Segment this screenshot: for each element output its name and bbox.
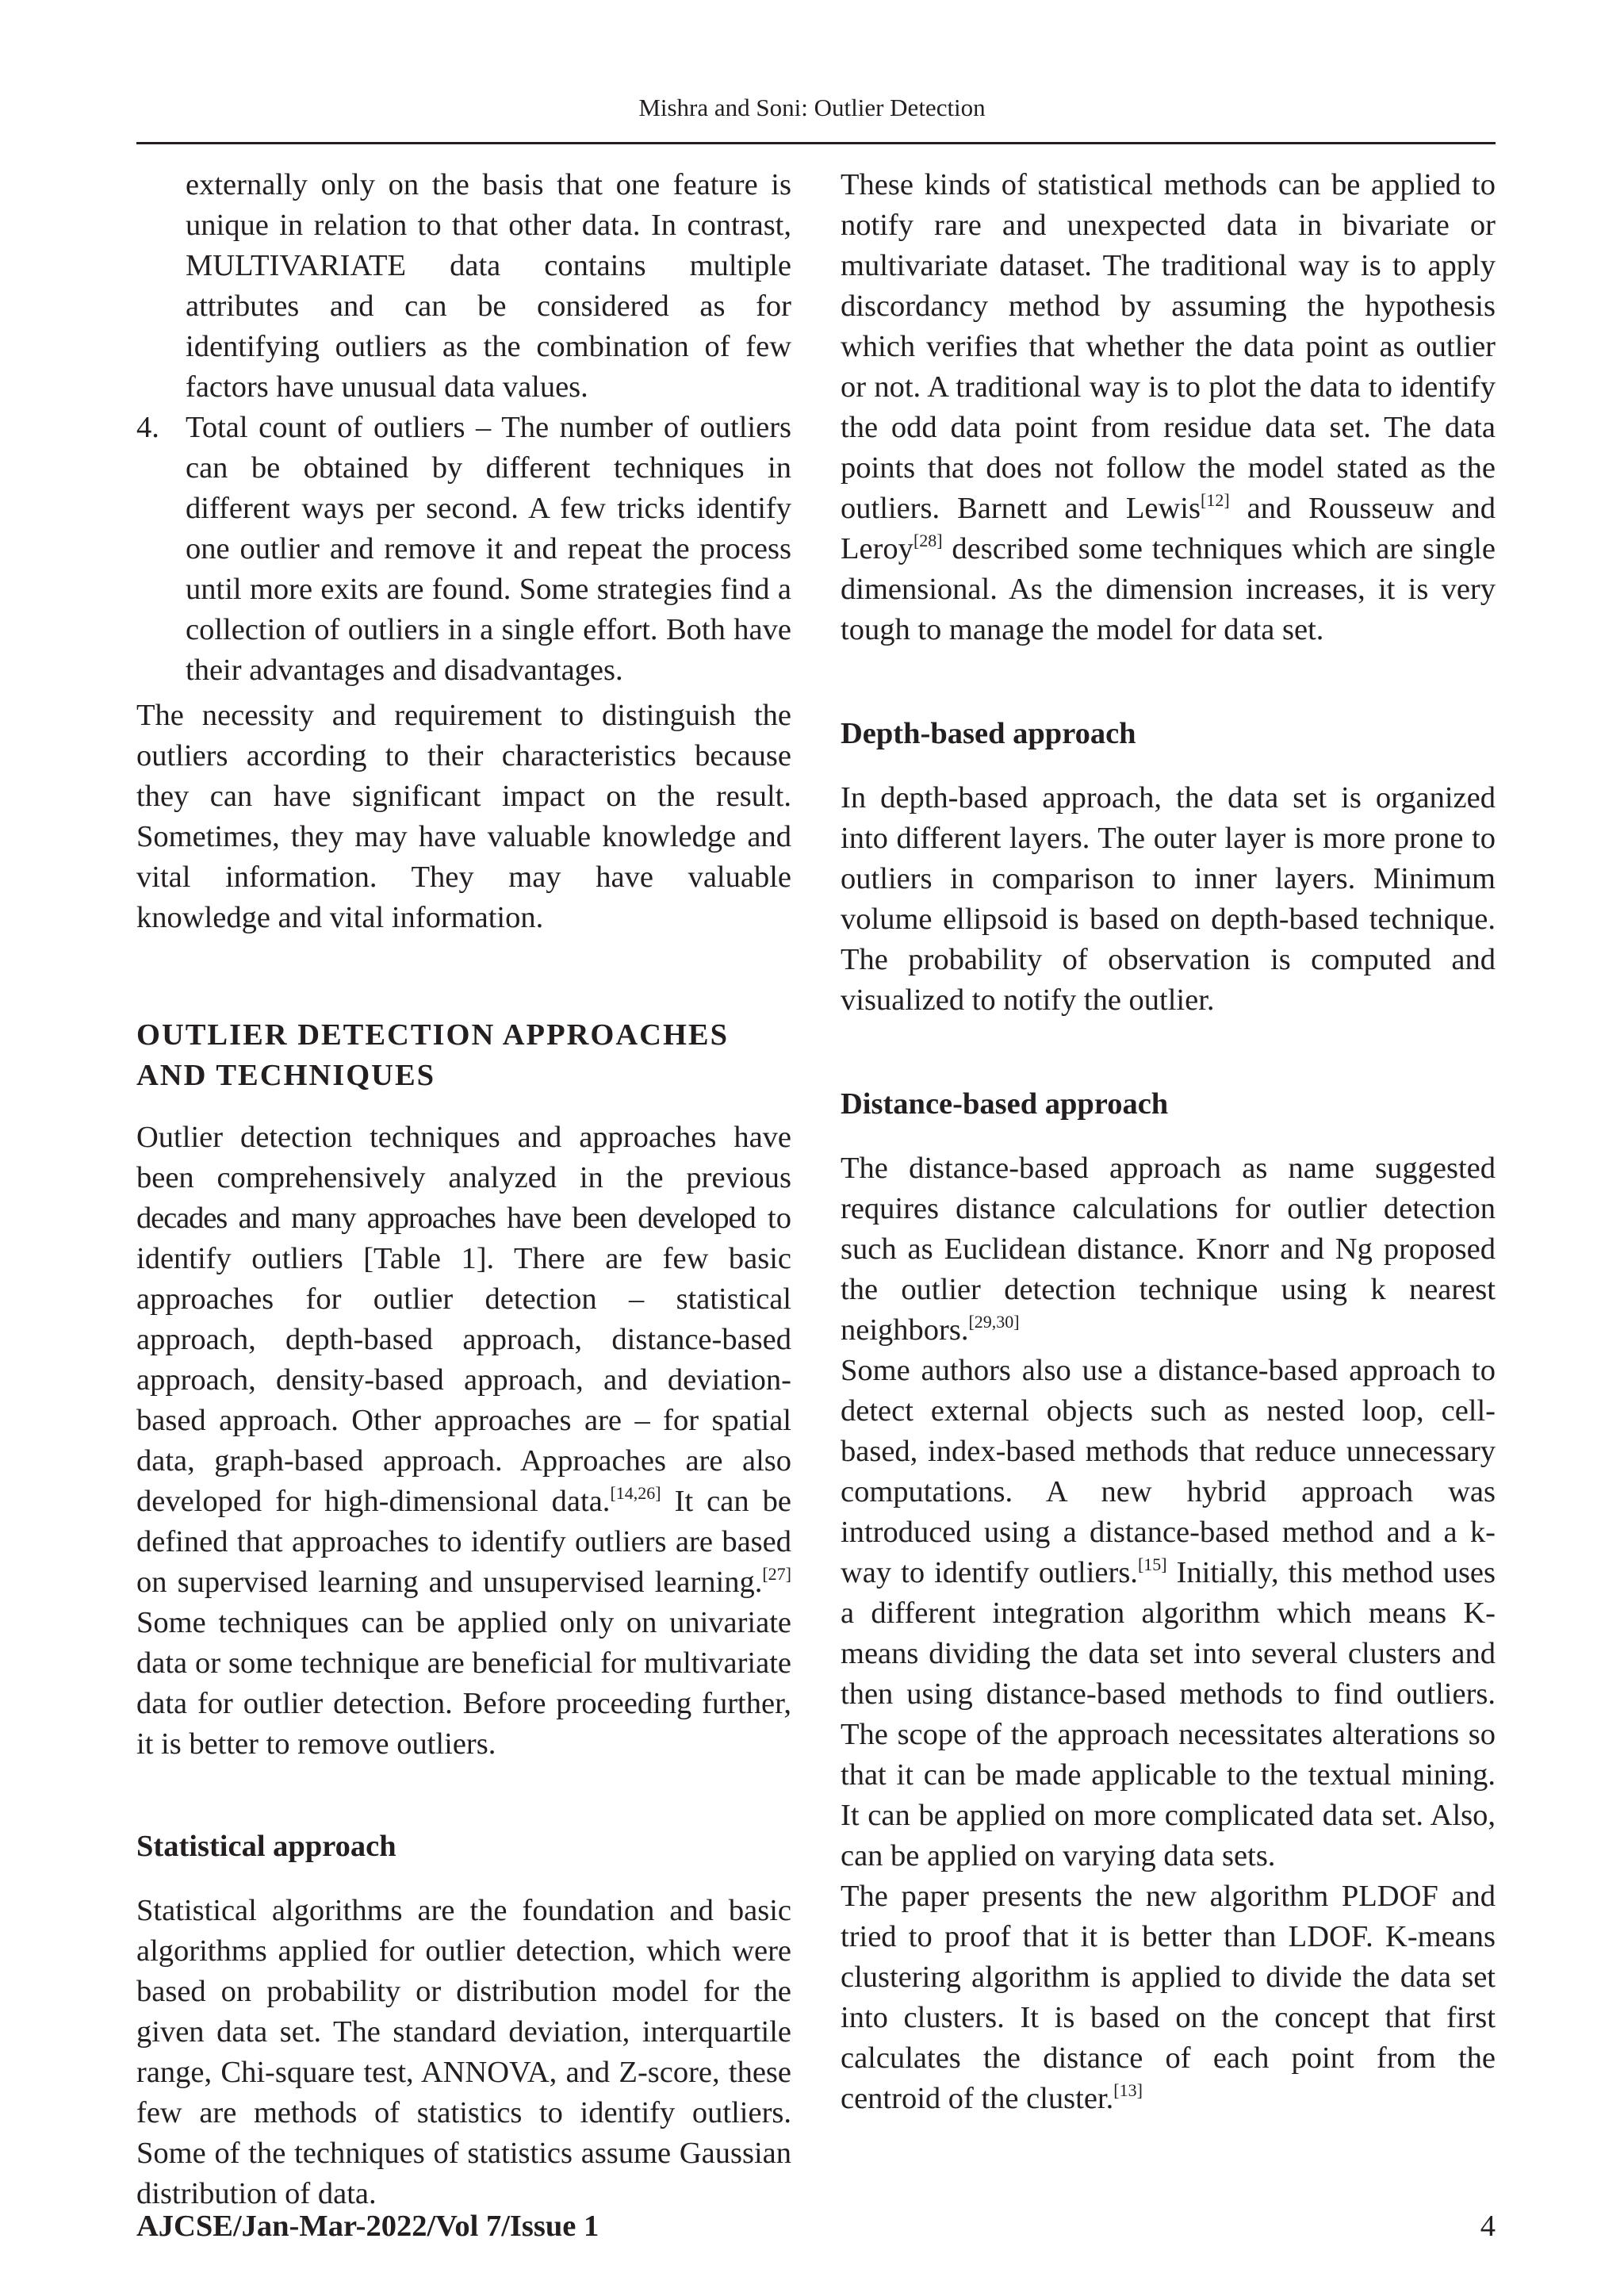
- page-number: 4: [1480, 2210, 1496, 2243]
- distance-text-3: The paper presents the new algorithm PLDOF and tried to proof that it is better than LDOF. K-means clustering algorithm is applied to divide the data set into clusters. It is based on the concept that first calculates the distance of each point from the centroid of the cluster.: [841, 1880, 1496, 2115]
- journal-footer: AJCSE/Jan-Mar-2022/Vol 7/Issue 1: [136, 2210, 599, 2243]
- statistical-paragraph: Statistical algorithms are the foundation and basic algorithms applied for outlier detection, which were based on probability or distribution model for the given data set. The standard deviation, interquartile range, Chi-square test, ANNOVA, and Z-score, these few are methods of statistics to identify outliers. Some of the techniques of statistics assume Gaussian distribution of data.: [136, 1894, 791, 2210]
- stat-text-3: described some techniques which are single dimensional. As the dimension increases, it is very tough to manage the model for data set.: [841, 532, 1496, 646]
- necessity-paragraph: The necessity and requirement to distinguish the outliers according to their characteristics because they can have significant impact on the result. Sometimes, they may have valuable knowledge and vital information. They may have valuable knowledge and vital information.: [136, 699, 791, 934]
- distance-text-1: The distance-based approach as name suggested requires distance calculations for outlier detection such as Euclidean distance. Knorr and Ng proposed the outlier detection technique using k nearest neighbors.: [841, 1152, 1496, 1347]
- distance-text-2: Some authors also use a distance-based approach to detect external objects such as nested loop, cell-based, index-based methods that reduce unnecessary computations. A new hybrid approach was introduced using a distance-based method and a k-way to identify outliers.: [841, 1354, 1496, 1589]
- citation-29-30: [29,30]: [968, 1312, 1020, 1332]
- approaches-text-4: It can be defined that approaches to identify outliers are based on supervised learning and unsupervised learning.: [136, 1485, 791, 1599]
- list-item-4-number: 4.: [136, 411, 159, 444]
- approaches-text-3: to identify outliers [Table 1]. There are few basic approaches for outlier detection – statistical approach, depth-based approach, distance-based approach, density-based approach, and deviation-based approach. Other approaches are – for spatial data, graph-based approach. Approaches are also developed for high-dimensional data.: [136, 1202, 791, 1518]
- approaches-text-5: Some techniques can be applied only on univariate data or some technique are beneficial for multivariate data for outlier detection. Before proceeding further, it is better to remove outliers.: [136, 1606, 791, 1761]
- distance-heading: Distance-based approach: [841, 1087, 1169, 1121]
- statistical-heading: Statistical approach: [136, 1830, 396, 1863]
- approaches-paragraph: [136, 1117, 791, 1765]
- citation-28: [28]: [913, 531, 943, 550]
- stat-text-1: These kinds of statistical methods can be applied to notify rare and unexpected data in bivariate or multivariate dataset. The traditional way is to apply discordancy method by assuming the hypothesis which verifies that whether the data point as outlier or not. A traditional way is to plot the data to identify the odd data point from residue data set. The data points that does not follow the model stated as the outliers. Barnett and Lewis: [841, 168, 1496, 525]
- depth-heading: Depth-based approach: [841, 717, 1136, 750]
- stat-text-2: and Rousseuw and Leroy: [841, 492, 1496, 565]
- citation-12: [12]: [1201, 490, 1230, 510]
- list-item-4: [136, 408, 791, 691]
- list-item-4-text: Total count of outliers – The number of outliers can be obtained by different techniques in different ways per second. A few tricks identify one outlier and remove it and repeat the process until more exits are found. Some strategies find a collection of outliers in a single effort. Both have their advantages and disadvantages.: [186, 411, 791, 687]
- citation-14-26: [14,26]: [610, 1483, 661, 1503]
- distance-text-2b: Initially, this method uses a different integration algorithm which means K-means dividing the data set into several clusters and then using distance-based methods to find outliers. The scope of the approach necessitates alterations so that it can be made applicable to the textual mining. It can be applied on more complicated data set. Also, can be applied on varying data sets.: [841, 1556, 1496, 1872]
- approaches-text-1: Outlier detection techniques and approaches have been comprehensively analyzed in the previous: [136, 1121, 791, 1194]
- header-rule: [136, 142, 1496, 144]
- left-column: [136, 165, 791, 2214]
- citation-27: [27]: [762, 1564, 791, 1584]
- depth-paragraph: In depth-based approach, the data set is organized into different layers. The outer layer is more prone to outliers in comparison to inner layers. Minimum volume ellipsoid is based on depth-based technique. The probability of observation is computed and visualized to notify the outlier.: [841, 781, 1496, 1017]
- list-item-3-continuation: externally only on the basis that one feature is unique in relation to that other data. In contrast, MULTIVARIATE data contains multiple attributes and can be considered as for identifying outliers as the combination of few factors have unusual data values.: [186, 168, 791, 404]
- citation-15: [15]: [1137, 1554, 1167, 1574]
- running-title: Mishra and Soni: Outlier Detection: [638, 94, 986, 121]
- approaches-text-2: decades and many approaches have been developed: [136, 1202, 756, 1235]
- section-heading: OUTLIER DETECTION APPROACHES AND TECHNIQUES: [136, 1018, 729, 1092]
- right-column: [841, 165, 1496, 2119]
- distance-paragraph-1: [841, 1148, 1496, 1351]
- citation-13: [13]: [1113, 2080, 1143, 2100]
- distance-paragraph-3: [841, 1876, 1496, 2119]
- distance-paragraph-2: [841, 1351, 1496, 1876]
- statistical-continuation: [841, 165, 1496, 650]
